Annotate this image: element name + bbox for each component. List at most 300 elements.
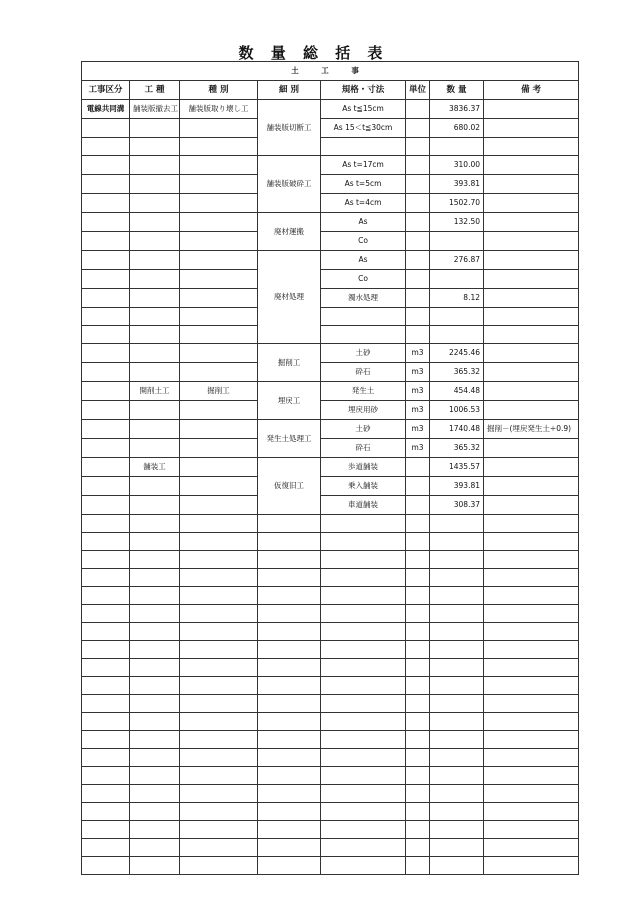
- table-cell: [430, 821, 484, 839]
- table-cell: [430, 749, 484, 767]
- table-cell: [130, 533, 180, 551]
- table-cell: [82, 767, 130, 785]
- table-cell: [180, 749, 258, 767]
- table-cell: [258, 533, 321, 551]
- table-cell: [82, 749, 130, 767]
- quantity-summary-table: [81, 61, 579, 875]
- table-cell: [82, 839, 130, 857]
- table-cell: [430, 839, 484, 857]
- table-cell: [180, 194, 258, 213]
- table-cell: [321, 326, 406, 344]
- table-cell: [484, 156, 579, 175]
- table-cell: [430, 515, 484, 533]
- table-cell: [258, 803, 321, 821]
- table-cell: [82, 515, 130, 533]
- table-cell: [130, 839, 180, 857]
- table-cell: [130, 439, 180, 458]
- table-cell: [130, 821, 180, 839]
- table-cell: [484, 363, 579, 382]
- table-cell: [406, 270, 430, 289]
- table-row: [82, 803, 579, 821]
- table-cell: [321, 803, 406, 821]
- table-cell: [82, 587, 130, 605]
- table-cell: [82, 344, 130, 363]
- table-cell: [82, 382, 130, 401]
- table-row: [82, 382, 579, 401]
- table-cell: [406, 605, 430, 623]
- table-cell: [82, 803, 130, 821]
- table-cell: [321, 138, 406, 156]
- table-row: [82, 623, 579, 641]
- header-cell: 数 量: [430, 81, 484, 100]
- table-cell: 砕石: [321, 439, 406, 458]
- table-row: [82, 767, 579, 785]
- table-cell: [130, 251, 180, 270]
- table-cell: [406, 533, 430, 551]
- table-cell: [82, 420, 130, 439]
- table-cell: [258, 713, 321, 731]
- table-cell: [406, 623, 430, 641]
- table-cell: [258, 749, 321, 767]
- table-cell: [130, 420, 180, 439]
- table-cell: [180, 496, 258, 515]
- table-cell: [180, 785, 258, 803]
- table-cell: As: [321, 251, 406, 270]
- table-cell: As 15＜t≦30cm: [321, 119, 406, 138]
- table-cell: [321, 677, 406, 695]
- table-cell: [82, 605, 130, 623]
- table-cell: [430, 138, 484, 156]
- table-cell: [406, 251, 430, 270]
- table-cell: [130, 767, 180, 785]
- table-cell: 土砂: [321, 420, 406, 439]
- table-cell: [258, 569, 321, 587]
- table-cell: [258, 515, 321, 533]
- table-cell: [180, 677, 258, 695]
- table-cell: [484, 533, 579, 551]
- table-row: [82, 713, 579, 731]
- table-cell: [82, 270, 130, 289]
- table-row: [82, 569, 579, 587]
- table-cell: [130, 289, 180, 308]
- table-row: [82, 251, 579, 270]
- table-cell: [406, 857, 430, 875]
- table-cell: [484, 213, 579, 232]
- table-cell: [82, 251, 130, 270]
- table-cell: [130, 803, 180, 821]
- table-cell: 舗装版取り壊し工: [180, 100, 258, 119]
- table-row: [82, 326, 579, 344]
- table-cell: [180, 605, 258, 623]
- table-cell: [180, 439, 258, 458]
- table-cell: [430, 308, 484, 326]
- table-cell: [130, 587, 180, 605]
- table-cell: 砕石: [321, 363, 406, 382]
- table-cell: [130, 749, 180, 767]
- table-cell: [82, 138, 130, 156]
- table-cell: m3: [406, 420, 430, 439]
- table-row: [82, 458, 579, 477]
- table-cell: [180, 839, 258, 857]
- table-cell: [180, 326, 258, 344]
- table-row: [82, 344, 579, 363]
- table-cell: [484, 731, 579, 749]
- table-cell: [406, 839, 430, 857]
- table-cell: [130, 477, 180, 496]
- table-cell: [130, 677, 180, 695]
- table-cell: [130, 194, 180, 213]
- table-cell: [180, 156, 258, 175]
- table-row: [82, 119, 579, 138]
- table-cell: [180, 344, 258, 363]
- table-cell: [484, 194, 579, 213]
- table-cell: Co: [321, 232, 406, 251]
- table-cell: [180, 232, 258, 251]
- table-cell: [130, 326, 180, 344]
- table-cell: [406, 289, 430, 308]
- table-cell: m3: [406, 363, 430, 382]
- table-cell: [82, 857, 130, 875]
- table-cell: [484, 641, 579, 659]
- header-cell: 工 種: [130, 81, 180, 100]
- table-cell: [180, 587, 258, 605]
- table-cell: As t≦15cm: [321, 100, 406, 119]
- table-cell: [82, 641, 130, 659]
- table-row: [82, 533, 579, 551]
- table-cell: [406, 821, 430, 839]
- table-cell: [82, 731, 130, 749]
- table-cell: [406, 119, 430, 138]
- table-cell: [180, 533, 258, 551]
- table-cell: [130, 569, 180, 587]
- table-cell: 1435.57: [430, 458, 484, 477]
- table-cell: [484, 569, 579, 587]
- table-cell: [406, 551, 430, 569]
- table-cell: [484, 308, 579, 326]
- table-cell: 廃材処理: [258, 251, 321, 344]
- table-cell: [430, 605, 484, 623]
- table-cell: [82, 175, 130, 194]
- table-cell: [180, 551, 258, 569]
- table-cell: [484, 119, 579, 138]
- table-cell: [258, 767, 321, 785]
- table-cell: [430, 767, 484, 785]
- table-cell: [321, 533, 406, 551]
- table-cell: [484, 382, 579, 401]
- table-cell: [130, 270, 180, 289]
- table-row: [82, 270, 579, 289]
- table-cell: [484, 401, 579, 420]
- table-cell: [321, 515, 406, 533]
- table-cell: 276.87: [430, 251, 484, 270]
- table-cell: [130, 623, 180, 641]
- table-cell: [258, 641, 321, 659]
- table-cell: [321, 587, 406, 605]
- table-cell: 埋戻工: [258, 382, 321, 420]
- header-row: [82, 81, 579, 100]
- table-cell: 歩道舗装: [321, 458, 406, 477]
- table-cell: [430, 677, 484, 695]
- table-cell: [484, 477, 579, 496]
- table-cell: [82, 458, 130, 477]
- table-cell: 1502.70: [430, 194, 484, 213]
- table-cell: [180, 363, 258, 382]
- table-cell: [82, 785, 130, 803]
- table-row: [82, 749, 579, 767]
- table-cell: [130, 232, 180, 251]
- table-cell: [430, 232, 484, 251]
- table-row: [82, 138, 579, 156]
- table-cell: [258, 821, 321, 839]
- table-cell: [258, 605, 321, 623]
- table-cell: [484, 326, 579, 344]
- table-cell: [82, 232, 130, 251]
- table-cell: [130, 344, 180, 363]
- table-cell: [180, 119, 258, 138]
- table-cell: [321, 623, 406, 641]
- table-cell: [406, 477, 430, 496]
- table-cell: [321, 785, 406, 803]
- table-cell: [484, 803, 579, 821]
- table-cell: 発生土: [321, 382, 406, 401]
- table-cell: m3: [406, 382, 430, 401]
- table-cell: [130, 213, 180, 232]
- table-cell: [430, 623, 484, 641]
- table-cell: 舗装版切断工: [258, 100, 321, 156]
- table-cell: m3: [406, 401, 430, 420]
- table-cell: 仮復旧工: [258, 458, 321, 515]
- table-cell: [430, 641, 484, 659]
- table-row: [82, 785, 579, 803]
- table-cell: [484, 251, 579, 270]
- table-cell: [484, 749, 579, 767]
- table-cell: 車道舗装: [321, 496, 406, 515]
- table-cell: [484, 551, 579, 569]
- table-cell: [484, 623, 579, 641]
- table-cell: [82, 533, 130, 551]
- table-cell: [321, 569, 406, 587]
- table-cell: [321, 605, 406, 623]
- table-row: [82, 439, 579, 458]
- table-row: [82, 587, 579, 605]
- table-cell: As t=5cm: [321, 175, 406, 194]
- table-cell: [130, 119, 180, 138]
- section-title: 土 工 事: [82, 62, 579, 81]
- table-cell: [406, 713, 430, 731]
- table-cell: [130, 695, 180, 713]
- table-cell: 舗装版破砕工: [258, 156, 321, 213]
- table-cell: [484, 232, 579, 251]
- table-cell: [180, 308, 258, 326]
- table-cell: [484, 439, 579, 458]
- table-cell: [430, 533, 484, 551]
- table-cell: 308.37: [430, 496, 484, 515]
- table-cell: 365.32: [430, 363, 484, 382]
- table-cell: [430, 551, 484, 569]
- section-row: [82, 62, 579, 81]
- table-cell: [484, 821, 579, 839]
- table-cell: As t=4cm: [321, 194, 406, 213]
- table-cell: [130, 785, 180, 803]
- table-cell: [406, 695, 430, 713]
- table-cell: [406, 194, 430, 213]
- table-cell: [180, 289, 258, 308]
- table-cell: [180, 569, 258, 587]
- table-cell: [406, 458, 430, 477]
- table-cell: [406, 213, 430, 232]
- table-cell: [321, 695, 406, 713]
- table-cell: 3836.37: [430, 100, 484, 119]
- table-cell: Co: [321, 270, 406, 289]
- table-cell: [484, 496, 579, 515]
- table-row: [82, 477, 579, 496]
- table-cell: [484, 344, 579, 363]
- table-cell: [321, 551, 406, 569]
- table-cell: [258, 623, 321, 641]
- table-cell: [130, 363, 180, 382]
- table-cell: [484, 175, 579, 194]
- table-cell: [484, 695, 579, 713]
- table-cell: [180, 659, 258, 677]
- table-row: [82, 605, 579, 623]
- table-row: [82, 401, 579, 420]
- table-cell: 680.02: [430, 119, 484, 138]
- table-cell: 掘削工: [258, 344, 321, 382]
- table-cell: [406, 641, 430, 659]
- table-row: [82, 363, 579, 382]
- table-cell: [130, 605, 180, 623]
- table-cell: [406, 156, 430, 175]
- table-cell: [321, 839, 406, 857]
- table-cell: As t=17cm: [321, 156, 406, 175]
- table-cell: 電線共同溝: [82, 100, 130, 119]
- table-cell: 土砂: [321, 344, 406, 363]
- table-cell: 舗装版撤去工: [130, 100, 180, 119]
- table-cell: [130, 515, 180, 533]
- table-cell: [82, 363, 130, 382]
- table-cell: [406, 569, 430, 587]
- header-cell: 規格・寸法: [321, 81, 406, 100]
- table-cell: [258, 839, 321, 857]
- table-cell: 掘削工: [180, 382, 258, 401]
- table-cell: [180, 713, 258, 731]
- table-row: [82, 496, 579, 515]
- table-cell: [130, 713, 180, 731]
- table-cell: [82, 623, 130, 641]
- table-cell: [82, 289, 130, 308]
- table-cell: [406, 100, 430, 119]
- table-cell: [484, 587, 579, 605]
- table-cell: 舗装工: [130, 458, 180, 477]
- table-row: [82, 641, 579, 659]
- table-cell: [130, 138, 180, 156]
- table-cell: [484, 677, 579, 695]
- table-cell: 乗入舗装: [321, 477, 406, 496]
- table-cell: [430, 713, 484, 731]
- table-cell: [406, 749, 430, 767]
- table-cell: [130, 857, 180, 875]
- table-cell: [82, 677, 130, 695]
- table-cell: [130, 156, 180, 175]
- table-cell: 1006.53: [430, 401, 484, 420]
- table-cell: [130, 496, 180, 515]
- table-cell: 365.32: [430, 439, 484, 458]
- table-cell: [406, 785, 430, 803]
- table-cell: [180, 821, 258, 839]
- table-cell: m3: [406, 439, 430, 458]
- table-cell: [130, 551, 180, 569]
- table-cell: 393.81: [430, 477, 484, 496]
- table-cell: [180, 251, 258, 270]
- table-cell: m3: [406, 344, 430, 363]
- table-cell: [130, 659, 180, 677]
- table-cell: [180, 175, 258, 194]
- table-row: [82, 232, 579, 251]
- table-cell: [258, 785, 321, 803]
- table-cell: [321, 749, 406, 767]
- table-cell: [180, 270, 258, 289]
- table-cell: [82, 156, 130, 175]
- table-cell: [82, 439, 130, 458]
- header-cell: 単位: [406, 81, 430, 100]
- table-cell: [82, 551, 130, 569]
- table-cell: [258, 857, 321, 875]
- table-row: [82, 659, 579, 677]
- table-cell: 開削土工: [130, 382, 180, 401]
- table-row: [82, 839, 579, 857]
- table-row: [82, 731, 579, 749]
- table-cell: [484, 270, 579, 289]
- table-cell: [321, 308, 406, 326]
- table-cell: [82, 477, 130, 496]
- table-cell: [484, 289, 579, 308]
- table-cell: [180, 138, 258, 156]
- table-cell: [484, 839, 579, 857]
- table-cell: [258, 677, 321, 695]
- table-cell: [430, 587, 484, 605]
- table-cell: [180, 477, 258, 496]
- table-cell: [130, 641, 180, 659]
- table-cell: 1740.48: [430, 420, 484, 439]
- table-row: [82, 551, 579, 569]
- table-cell: [321, 641, 406, 659]
- table-cell: [180, 623, 258, 641]
- page-title: 数 量 総 括 表: [238, 44, 389, 62]
- table-row: [82, 156, 579, 175]
- table-cell: [258, 587, 321, 605]
- table-cell: [180, 857, 258, 875]
- table-cell: [430, 731, 484, 749]
- header-cell: 細 別: [258, 81, 321, 100]
- table-cell: [484, 515, 579, 533]
- table-cell: [82, 326, 130, 344]
- table-cell: [180, 515, 258, 533]
- table-row: [82, 420, 579, 439]
- table-cell: [406, 496, 430, 515]
- table-cell: [484, 659, 579, 677]
- table-cell: [180, 401, 258, 420]
- table-row: [82, 857, 579, 875]
- table-cell: [484, 857, 579, 875]
- table-cell: [430, 569, 484, 587]
- table-row: [82, 308, 579, 326]
- table-cell: [258, 695, 321, 713]
- table-row: [82, 100, 579, 119]
- table-row: [82, 213, 579, 232]
- table-cell: [406, 326, 430, 344]
- table-cell: 2245.46: [430, 344, 484, 363]
- table-row: [82, 695, 579, 713]
